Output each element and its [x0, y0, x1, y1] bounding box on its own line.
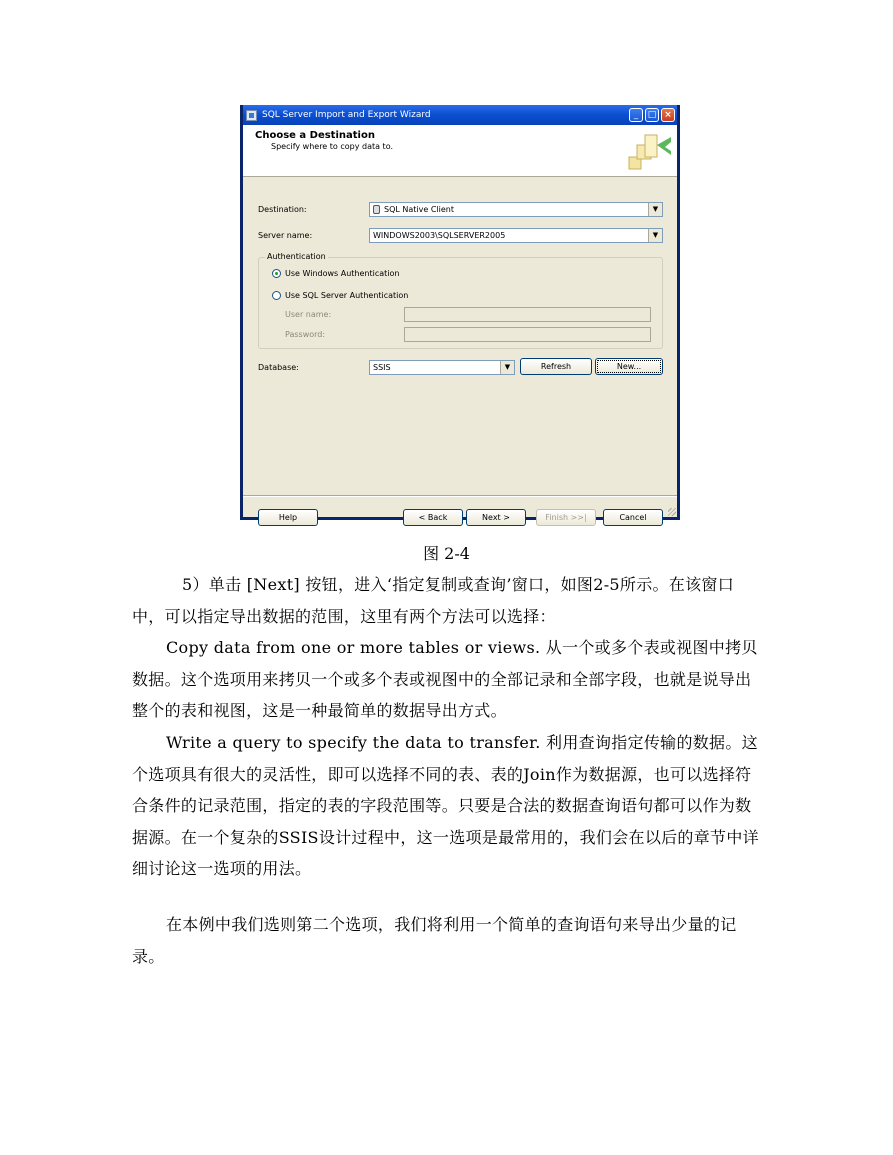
footer-divider [243, 495, 677, 497]
password-label: Password: [285, 330, 326, 339]
wizard-client-area [243, 125, 677, 522]
resize-grip-icon[interactable] [668, 508, 676, 516]
page-title: Choose a Destination [255, 130, 375, 141]
destination-select[interactable] [369, 202, 663, 217]
database-icon [373, 205, 380, 214]
maximize-icon[interactable]: □ [645, 108, 659, 122]
database-select[interactable] [369, 360, 515, 375]
windows-auth-radio[interactable] [272, 269, 281, 278]
paragraph-copy-data: Copy data from one or more tables or views. 从一个或多个表或视图中拷贝数据。这个选项用来拷贝一个或多个表或视图中的全部记录和全部字段，也就是说导出整个的表和视图，这是一种最简单的数据导出方式。 [132, 638, 758, 720]
destination-cube-arrow-icon [627, 131, 673, 171]
back-button[interactable]: < Back [403, 509, 463, 526]
server-name-label: Server name: [258, 231, 313, 240]
password-input[interactable] [404, 327, 651, 342]
user-name-input[interactable] [404, 307, 651, 322]
chevron-down-icon[interactable]: ▼ [500, 361, 514, 374]
server-name-value: WINDOWS2003\SQLSERVER2005 [373, 231, 506, 240]
sql-auth-label[interactable]: Use SQL Server Authentication [285, 291, 409, 300]
wizard-app-icon [246, 110, 257, 121]
authentication-legend: Authentication [267, 252, 326, 261]
sql-auth-radio[interactable] [272, 291, 281, 300]
windows-auth-label[interactable]: Use Windows Authentication [285, 269, 400, 278]
window-title: SQL Server Import and Export Wizard [262, 110, 431, 120]
authentication-group [258, 252, 663, 349]
close-icon[interactable]: × [661, 108, 675, 122]
finish-button[interactable]: Finish >>| [536, 509, 596, 526]
wizard-header [243, 125, 677, 177]
refresh-button[interactable]: Refresh [520, 358, 592, 375]
minimize-icon[interactable]: _ [629, 108, 643, 122]
destination-value: SQL Native Client [384, 205, 454, 214]
database-value: SSIS [373, 363, 391, 372]
server-name-select[interactable] [369, 228, 663, 243]
database-label: Database: [258, 363, 299, 372]
page-subtitle: Specify where to copy data to. [271, 142, 393, 151]
figure-caption: 图 2-4 [423, 544, 470, 563]
destination-label: Destination: [258, 205, 307, 214]
chevron-down-icon[interactable]: ▼ [648, 203, 662, 216]
chevron-down-icon[interactable]: ▼ [648, 229, 662, 242]
new-database-button[interactable]: New... [595, 358, 663, 375]
paragraph-choice: 在本例中我们选则第二个选项，我们将利用一个简单的查询语句来导出少量的记录。 [132, 915, 737, 966]
paragraph-write-query: Write a query to specify the data to transfer. 利用查询指定传输的数据。这个选项具有很大的灵活性，即可以选择不同的表、表的Join作为数据源，也可以选择符合条件的记录范围，指定的表的字段范围等。只要是合法的数据查询语句都可以作为数据源。在一个复杂的SSIS设计过程中，这一选项是最常用的，我们会在以后的章节中详细讨论这一选项的用法。 [132, 733, 759, 878]
help-button[interactable]: Help [258, 509, 318, 526]
user-name-label: User name: [285, 310, 332, 319]
next-button[interactable]: Next > [466, 509, 526, 526]
title-bar[interactable] [243, 105, 677, 125]
paragraph-step-5: 5）单击 [Next] 按钮，进入‘指定复制或查询’窗口，如图2-5所示。在该窗口中，可以指定导出数据的范围，这里有两个方法可以选择： [132, 575, 734, 626]
cancel-button[interactable]: Cancel [603, 509, 663, 526]
wizard-window [240, 105, 680, 520]
